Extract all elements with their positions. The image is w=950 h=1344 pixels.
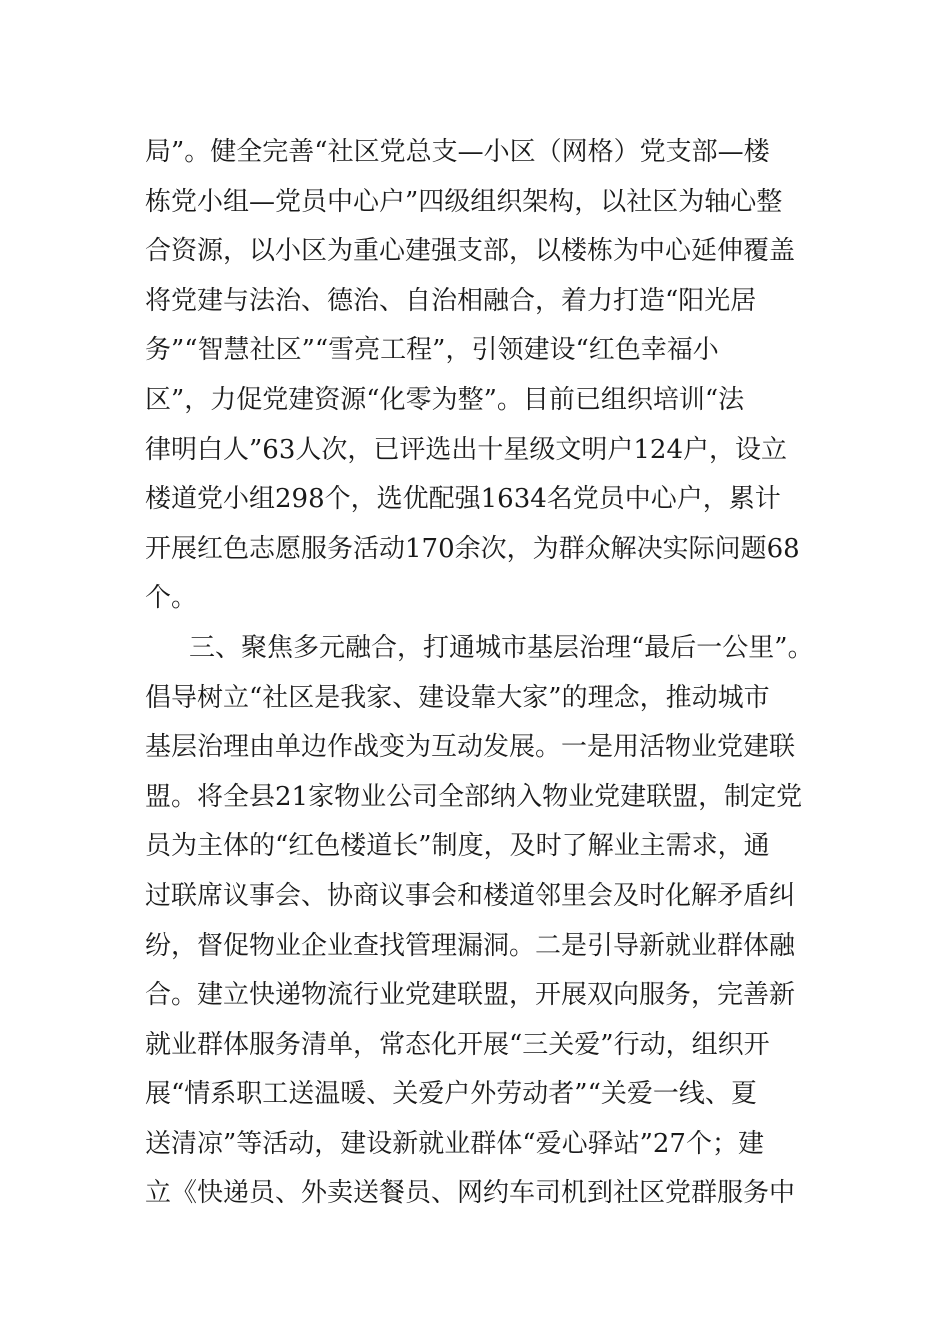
text-line: 律明白人”63人次，已评选出十星级文明户124户，设立 <box>145 434 788 465</box>
text-line: 合资源，以小区为重心建强支部，以楼栋为中心延伸覆盖 <box>145 236 796 267</box>
text-line: 区”，力促党建资源“化零为整”。目前已组织培训“法 <box>145 384 745 415</box>
text-line: 楼道党小组298个，选优配强1634名党员中心户，累计 <box>145 484 781 515</box>
text-line: 展“情系职工送温暖、关爱户外劳动者”“关爱一线、夏 <box>145 1079 757 1110</box>
text-line: 栋党小组—党员中心户”四级组织架构，以社区为轴心整 <box>145 186 783 217</box>
text-line: 局”。健全完善“社区党总支—小区（网格）党支部—楼 <box>145 137 770 167</box>
body-text <box>145 128 845 1219</box>
text-line: 过联席议事会、协商议事会和楼道邻里会及时化解矛盾纠 <box>145 880 796 911</box>
text-line: 开展红色志愿服务活动170余次，为群众解决实际问题68 <box>145 533 800 564</box>
text-line: 务”“智慧社区”“雪亮工程”，引领建设“红色幸福小 <box>145 335 719 366</box>
text-line: 纷，督促物业企业查找管理漏洞。二是引导新就业群体融 <box>145 930 796 961</box>
text-line: 基层治理由单边作战变为互动发展。一是用活物业党建联 <box>145 732 796 763</box>
text-line: 个。 <box>145 583 198 614</box>
text-line: 立《快递员、外卖送餐员、网约车司机到社区党群服务中 <box>145 1178 796 1209</box>
text-line: 员为主体的“红色楼道长”制度，及时了解业主需求，通 <box>145 831 770 862</box>
text-line: 盟。将全县21家物业公司全部纳入物业党建联盟，制定党 <box>145 781 803 812</box>
text-line: 合。建立快递物流行业党建联盟，开展双向服务，完善新 <box>145 980 796 1011</box>
text-line: 倡导树立“社区是我家、建设靠大家”的理念，推动城市 <box>145 682 770 713</box>
text-line: 将党建与法治、德治、自治相融合，着力打造“阳光居 <box>145 285 757 316</box>
text-line: 送清凉”等活动，建设新就业群体“爱心驿站”27个；建 <box>145 1128 764 1159</box>
section-heading-line: 三、聚焦多元融合，打通城市基层治理“最后一公里”。 <box>189 632 814 663</box>
text-line: 就业群体服务清单，常态化开展“三关爱”行动，组织开 <box>145 1029 770 1060</box>
